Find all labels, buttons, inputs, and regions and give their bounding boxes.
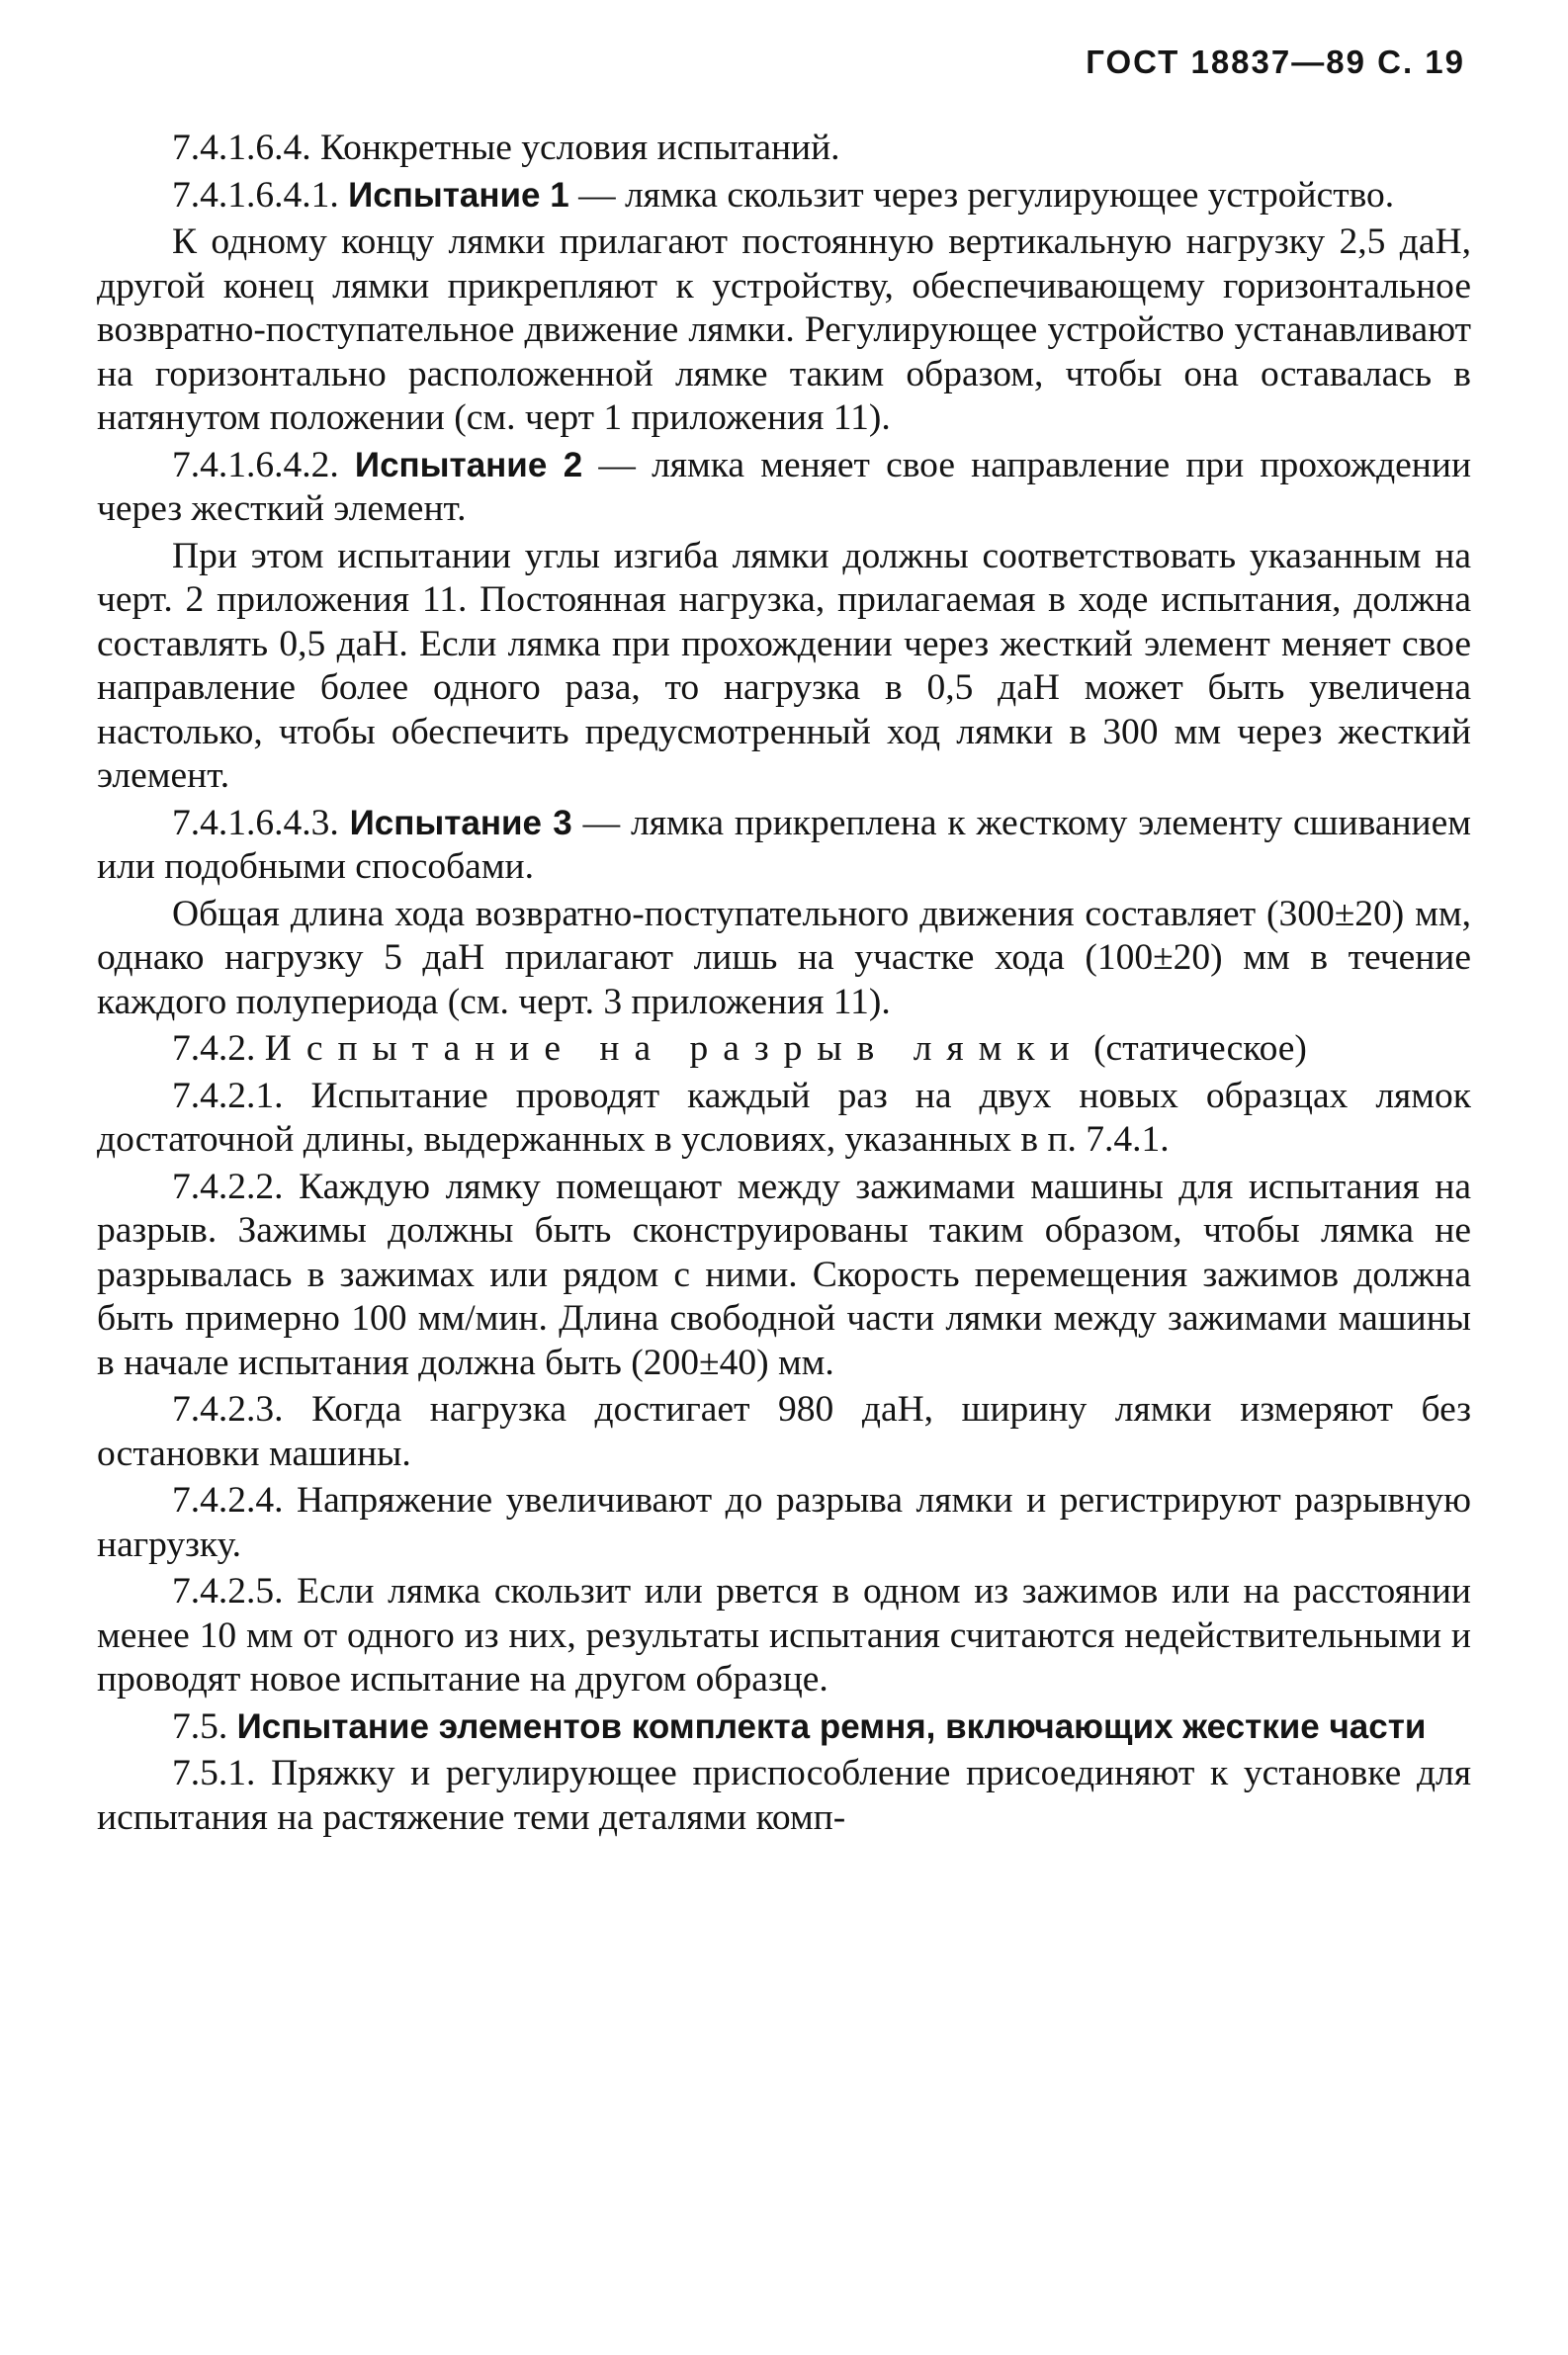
paragraph-num: 7.4.2.1. (172, 1075, 284, 1116)
paragraph-text: Пряжку и регулирующее приспособление присоединяют к установке для испытания на растяжение теми деталями комп- (97, 1753, 1471, 1838)
paragraph-text: — лямка меняет свое направление при прохождении через жесткий элемент. (97, 444, 1472, 529)
paragraph (97, 1570, 1471, 1702)
paragraph-num: 7.4.2.3. (172, 1389, 284, 1430)
paragraph-bold: Испытание элементов комплекта ремня, включающих жесткие части (236, 1706, 1427, 1746)
paragraph (97, 444, 1471, 532)
paragraph-text: — лямка скользит через регулирующее устройство. (578, 174, 1395, 216)
paragraph-text: (статическое) (1093, 1028, 1307, 1069)
document-body (97, 127, 1471, 1843)
paragraph-text: Напряжение увеличивают до разрыва лямки и регистрируют разрывную нагрузку. (97, 1480, 1472, 1565)
paragraph (97, 802, 1471, 890)
paragraph-num: 7.4.1.6.4. (172, 128, 311, 168)
paragraph-text: К одному концу лямки прилагают постоянную вертикальную нагрузку 2,5 даН, другой конец лямки прикрепляют к устройству, обеспечивающему горизонтальное возвратно-поступательное движение лямки. Регулирующее устройство устанавливают на горизонтально расположенной лямке таким образом, чтобы она оставалась в натянутом положении (см. черт 1 приложения 11). (97, 221, 1471, 438)
paragraph-text: Каждую лямку помещают между зажимами машины для испытания на разрыв. Зажимы должны быть сконструированы таким образом, чтобы лямка не разрывалась в зажимах или рядом с ними. Скорость перемещения зажимов должна быть примерно 100 мм/мин. Длина свободной части лямки между зажимами машины в начале испытания должна быть (200±40) мм. (97, 1166, 1472, 1383)
paragraph-num: 7.4.1.6.4.1. (172, 174, 339, 216)
paragraph-num: 7.4.2.4. (172, 1480, 284, 1521)
paragraph-bold: Испытание 1 (348, 175, 569, 215)
paragraph (97, 1752, 1471, 1840)
paragraph-text: При этом испытании углы изгиба лямки должны соответствовать указанным на черт. 2 приложения 11. Постоянная нагрузка, прилагаемая в ходе испытания, должна составлять 0,5 даН. Если лямка при прохождении через жесткий элемент меняет свое направление более одного раза, то нагрузка в 0,5 даН может быть увеличена настолько, чтобы обеспечить предусмотренный ход лямки в 300 мм через жесткий элемент. (97, 535, 1471, 796)
paragraph-text: Когда нагрузка достигает 980 даН, ширину лямки измеряют без остановки машины. (97, 1389, 1472, 1474)
paragraph-text: — лямка прикреплена к жесткому элементу сшиванием или подобными способами. (97, 802, 1471, 887)
paragraph-text: Конкретные условия испытаний. (320, 128, 840, 168)
paragraph-num: 7.4.2.2. (172, 1166, 284, 1207)
paragraph-num: 7.4.2.5. (172, 1571, 284, 1612)
paragraph-num: 7.4.1.6.4.3. (172, 802, 339, 843)
paragraph-text: Общая длина хода возвратно-поступательного движения составляет (300±20) мм, однако нагрузку 5 даН прилагают лишь на участке хода (100±20) мм в течение каждого полупериода (см. черт. 3 приложения 11). (97, 893, 1471, 1022)
paragraph-num: 7.5. (172, 1705, 228, 1747)
paragraph-num: 7.5.1. (172, 1753, 256, 1793)
paragraph (97, 1166, 1471, 1386)
paragraph (97, 220, 1471, 441)
paragraph (97, 174, 1471, 218)
paragraph (97, 1705, 1471, 1750)
paragraph-num: 7.4.2. (172, 1028, 256, 1069)
paragraph (97, 1075, 1471, 1163)
paragraph (97, 1479, 1471, 1567)
paragraph (97, 1388, 1471, 1476)
paragraph (97, 127, 1471, 171)
paragraph-text: Если лямка скользит или рвется в одном из зажимов или на расстоянии менее 10 мм от одного из них, результаты испытания считаются недействительными и проводят новое испытание на другом образце. (97, 1571, 1472, 1700)
paragraph (97, 535, 1471, 799)
paragraph (97, 893, 1471, 1025)
paragraph (97, 1027, 1471, 1072)
paragraph-text: Испытание проводят каждый раз на двух новых образцах лямок достаточной длины, выдержанных в условиях, указанных в п. 7.4.1. (97, 1075, 1471, 1160)
paragraph-num: 7.4.1.6.4.2. (172, 444, 339, 485)
page-header: ГОСТ 18837—89 С. 19 (1086, 44, 1465, 80)
paragraph-bold: Испытание 2 (354, 445, 583, 484)
paragraph-bold: Испытание 3 (349, 803, 572, 842)
paragraph-spaced: Испытание на разрыв лямки (264, 1028, 1085, 1069)
